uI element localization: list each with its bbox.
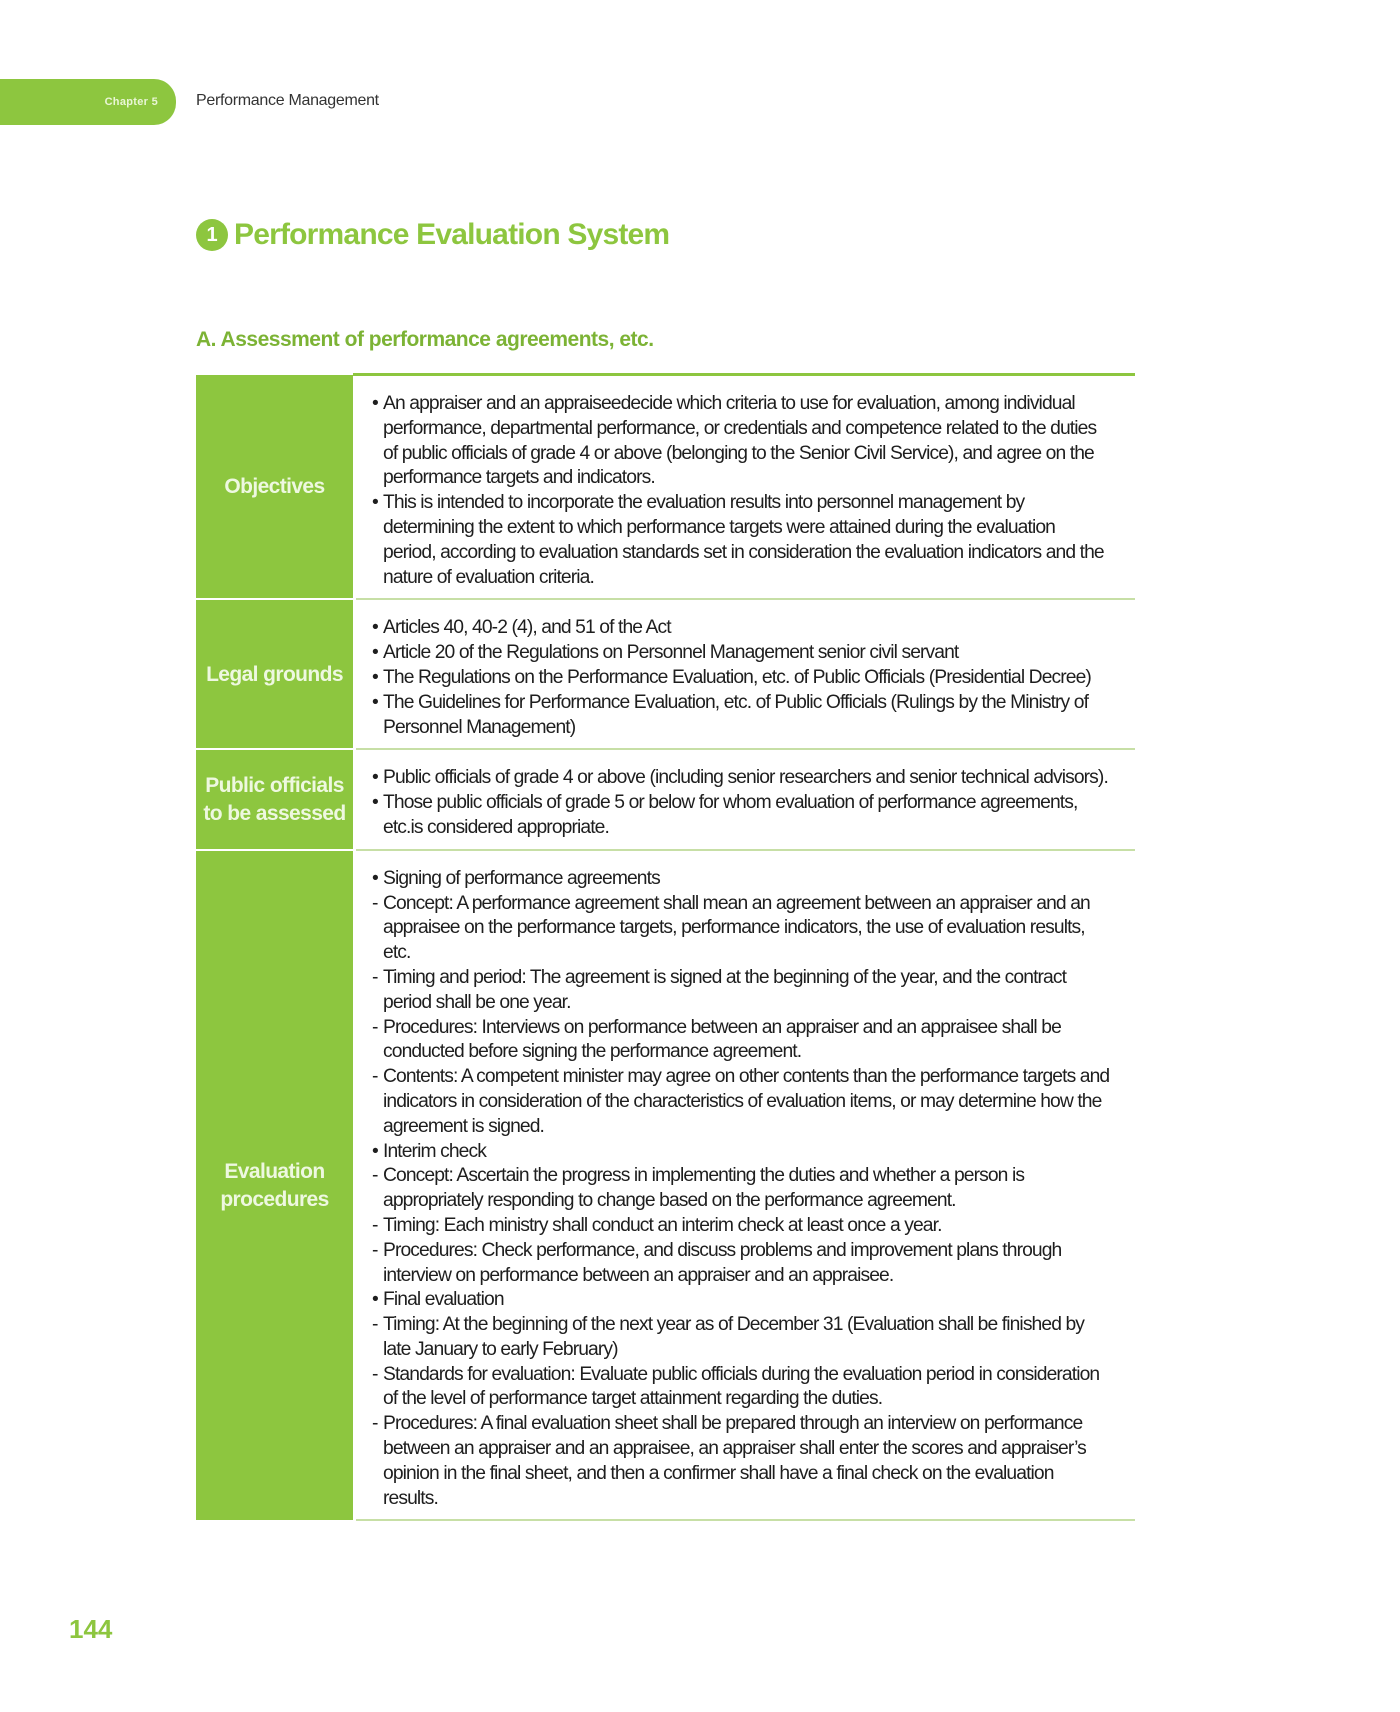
list-item: • An appraiser and an appraiseedecide which criteria to use for evaluation, among individual performance, departmental performance, or credentials and competence related to the duties of public officials of grade 4 or above (belonging to the Senior Civil Service), and agree on the performance targets and indicators.: [372, 393, 1097, 489]
list-item: • Articles 40, 40-2 (4), and 51 of the Act: [372, 617, 671, 639]
table-row-legal-grounds: [196, 599, 1135, 749]
list-item: - Concept: A performance agreement shall mean an agreement between an appraiser and an appraisee on the performance targets, performance indicators, the use of evaluation results, etc.: [372, 892, 1090, 964]
running-title: Performance Management: [196, 92, 379, 109]
list-item: - Procedures: A final evaluation sheet shall be prepared through an interview on performance between an appraiser and an appraisee, an appraiser shall enter the scores and appraiser’s opinion in the final sheet, and then a confirmer shall have a final check on the evaluation results.: [372, 1413, 1086, 1509]
table-row-objectives: [196, 375, 1135, 600]
list-item: • Interim check: [372, 1140, 486, 1162]
list-item: • Those public officials of grade 5 or below for whom evaluation of performance agreements, etc.is considered appropriate.: [372, 792, 1078, 838]
row-label-legal-grounds: Legal grounds: [196, 599, 355, 749]
list-item: • Final evaluation: [372, 1289, 504, 1311]
list-item: - Timing: At the beginning of the next year as of December 31 (Evaluation shall be finished by late January to early February): [372, 1314, 1085, 1360]
list-item: - Timing and period: The agreement is signed at the beginning of the year, and the contract period shall be one year.: [372, 966, 1067, 1013]
section-title: Performance Evaluation System: [234, 218, 670, 251]
list-item: - Procedures: Check performance, and discuss problems and improvement plans through interview on performance between an appraiser and an appraisee.: [372, 1239, 1062, 1286]
list-item: • This is intended to incorporate the evaluation results into personnel management by determining the extent to which performance targets were attained during the evaluation period, according to evaluation standards set in consideration the evaluation indicators and the nature of evaluation criteria.: [372, 492, 1104, 588]
row-label-public-officials: Public officials to be assessed: [196, 749, 355, 849]
list-item: • Article 20 of the Regulations on Personnel Management senior civil servant: [372, 642, 959, 664]
table-row-public-officials: [196, 749, 1135, 849]
subsection-heading: A. Assessment of performance agreements, etc.: [196, 328, 654, 351]
page-number: 144: [69, 1614, 113, 1644]
table-row-evaluation-procedures: [196, 850, 1135, 1521]
list-item: - Standards for evaluation: Evaluate public officials during the evaluation period in consideration of the level of performance target attainment regarding the duties.: [372, 1363, 1100, 1410]
list-item: • The Regulations on the Performance Evaluation, etc. of Public Officials (Presidential Decree): [372, 666, 1091, 688]
row-content-public-officials: [355, 749, 1136, 849]
list-item: - Concept: Ascertain the progress in implementing the duties and whether a person is appropriately responding to change based on the performance agreement.: [372, 1165, 1025, 1212]
chapter-tab: [0, 79, 176, 125]
chapter-label: Chapter 5: [104, 96, 158, 108]
list-item: • The Guidelines for Performance Evaluation, etc. of Public Officials (Rulings by the Ministry of Personnel Management): [372, 691, 1089, 738]
assessment-table: [196, 373, 1135, 1521]
section-heading: [196, 218, 669, 252]
row-content-objectives: [355, 375, 1136, 600]
row-content-evaluation-procedures: [355, 850, 1136, 1521]
list-item: - Contents: A competent minister may agree on other contents than the performance targets and indicators in consideration of the characteristics of evaluation items, or may determine how the agreement is signed.: [372, 1066, 1110, 1137]
list-item: - Timing: Each ministry shall conduct an interim check at least once a year.: [372, 1214, 942, 1236]
list-item: • Signing of performance agreements: [372, 867, 660, 889]
row-content-legal-grounds: [355, 599, 1136, 749]
list-item: - Procedures: Interviews on performance between an appraiser and an appraisee shall be conducted before signing the performance agreement.: [372, 1016, 1061, 1063]
list-item: • Public officials of grade 4 or above (including senior researchers and senior technical advisors).: [372, 767, 1108, 789]
row-label-objectives: Objectives: [196, 375, 355, 600]
row-label-evaluation-procedures: Evaluation procedures: [196, 850, 355, 1521]
section-number-badge: 1: [196, 219, 228, 251]
